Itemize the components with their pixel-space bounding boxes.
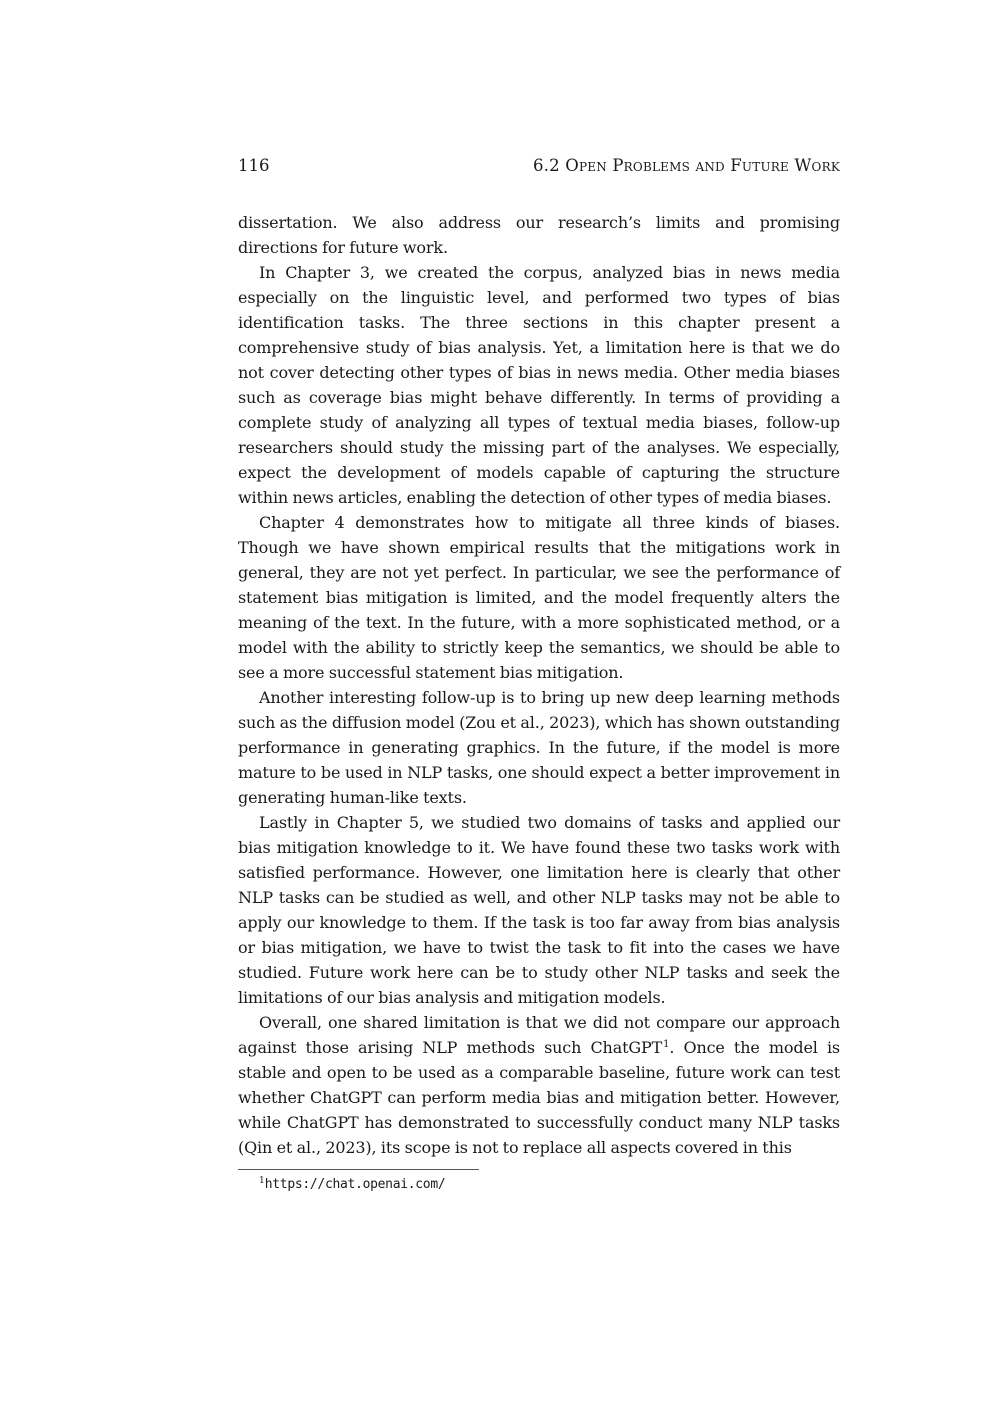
paragraph-6	[238, 1010, 840, 1160]
page-number: 116	[238, 156, 270, 175]
footnote-url[interactable]: https://chat.openai.com/	[264, 1177, 446, 1192]
paragraph-6-start: Overall, one shared limitation is that we did not compare our approach against those arising NLP methods such ChatGPT	[238, 1013, 840, 1057]
paragraph-3: Chapter 4 demonstrates how to mitigate all three kinds of biases. Though we have shown empirical results that the mitigations work in general, they are not yet perfect. In particular, we see the performance of statement bias mitigation is limited, and the model frequently alters the meaning of the text. In the future, with a more sophisticated method, or a model with the ability to strictly keep the semantics, we should be able to see a more successful statement bias mitigation.	[238, 513, 840, 682]
paragraph-2: In Chapter 3, we created the corpus, analyzed bias in news media especially on the linguistic level, and performed two types of bias identification tasks. The three sections in this chapter present a comprehensive study of bias analysis. Yet, a limitation here is that we do not cover detecting other types of bias in news media. Other media biases such as coverage bias might behave differently. In terms of providing a complete study of analyzing all types of textual media biases, follow-up researchers should study the missing part of the analyses. We especially, expect the development of models capable of capturing the structure within news articles, enabling the detection of other types of media biases.	[238, 263, 840, 507]
paragraph-1: dissertation. We also address our research’s limits and promising directions for future work.	[238, 213, 840, 257]
paragraph-5: Lastly in Chapter 5, we studied two domains of tasks and applied our bias mitigation knowledge to it. We have found these two tasks work with satisfied performance. However, one limitation here is clearly that other NLP tasks can be studied as well, and other NLP tasks may not be able to apply our knowledge to them. If the task is too far away from bias analysis or bias mitigation, we have to twist the task to fit into the cases we have studied. Future work here can be to study other NLP tasks and seek the limitations of our bias analysis and mitigation models.	[238, 813, 840, 1007]
footnote-rule	[238, 1169, 479, 1170]
body-text	[238, 210, 840, 1160]
footnote-mark: 1	[259, 1176, 265, 1186]
running-head: 6.2 Open Problems and Future Work	[532, 156, 840, 175]
paragraph-4: Another interesting follow-up is to bring up new deep learning methods such as the diffusion model (Zou et al., 2023), which has shown outstanding performance in generating graphics. In the future, if the model is more mature to be used in NLP tasks, one should expect a better improvement in generating human-like texts.	[238, 688, 840, 807]
paragraph-6-end: . Once the model is stable and open to be used as a comparable baseline, future work can test whether ChatGPT can perform media bias and mitigation better. However, while ChatGPT has demonstrated to successfully conduct many NLP tasks (Qin et al., 2023), its scope is not to replace all aspects covered in this	[238, 1038, 840, 1157]
footnote-reference[interactable]: 1	[663, 1039, 670, 1050]
footnote	[259, 1176, 445, 1194]
